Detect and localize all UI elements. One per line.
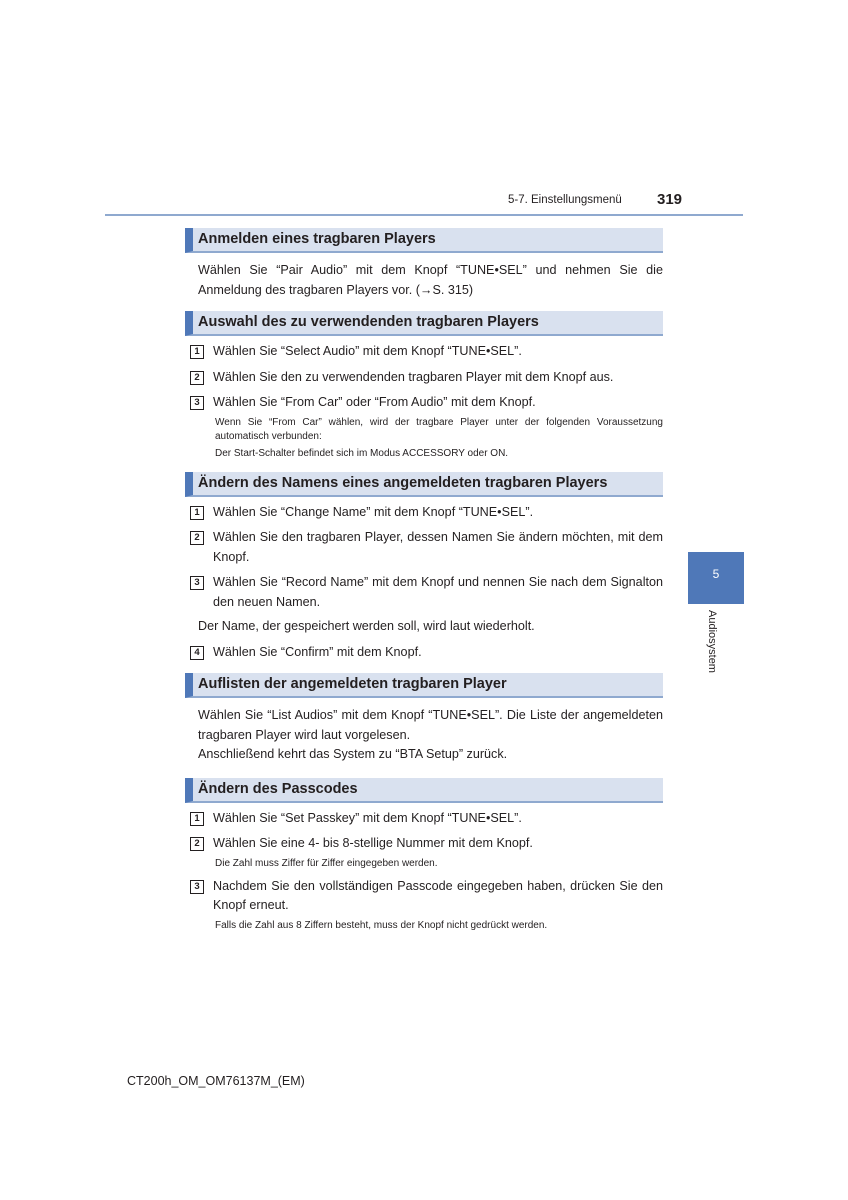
section-heading-register-player: Anmelden eines tragbaren Players [185, 228, 663, 253]
chapter-number: 5 [712, 567, 720, 581]
step-item [190, 877, 663, 916]
step-text: Wählen Sie “Record Name” mit dem Knopf und nennen Sie nach dem Signalton den neuen Namen. [213, 575, 663, 609]
step-item [190, 573, 663, 612]
step-number-badge: 2 [190, 837, 204, 851]
step-number-badge: 3 [190, 880, 204, 894]
step-text: Wählen Sie “From Car” oder “From Audio” mit dem Knopf. [213, 395, 536, 409]
step-item [190, 503, 663, 523]
step-item [190, 393, 663, 413]
step-item [190, 368, 663, 388]
chapter-tab [688, 552, 744, 604]
section-heading-change-passcode: Ändern des Passcodes [185, 778, 663, 803]
step-number-badge: 3 [190, 576, 204, 590]
step-note: Die Zahl muss Ziffer für Ziffer eingegeben werden. [215, 857, 438, 869]
step-item [190, 809, 663, 829]
section-heading-rename-player: Ändern des Namens eines angemeldeten tragbaren Players [185, 472, 663, 497]
step-note: Der Start-Schalter befindet sich im Modus ACCESSORY oder ON. [215, 447, 509, 459]
step-text: Wählen Sie “Confirm” mit dem Knopf. [213, 644, 422, 659]
step-number-badge: 1 [190, 345, 204, 359]
section-heading-select-player: Auswahl des zu verwendenden tragbaren Players [185, 311, 663, 336]
step-number-badge: 3 [190, 396, 204, 410]
step-number-badge: 4 [190, 646, 204, 660]
chapter-label: Audiosystem [706, 610, 718, 673]
step-note: Falls die Zahl aus 8 Ziffern besteht, muss der Knopf nicht gedrückt werden. [215, 919, 548, 931]
page-number: 319 [657, 191, 683, 208]
header-rule [105, 214, 743, 216]
step-number-badge: 1 [190, 812, 204, 826]
step-text: Nachdem Sie den vollständigen Passcode eingegeben haben, drücken Sie den Knopf erneut. [213, 878, 663, 912]
section-heading-list-players: Auflisten der angemeldeten tragbaren Player [185, 673, 663, 698]
section-text: Wählen Sie “Pair Audio” mit dem Knopf “TUNE•SEL” und nehmen Sie die Anmeldung des tragbaren Players vor. (→S. 315) [198, 263, 663, 297]
step-note: Wenn Sie “From Car” wählen, wird der tragbare Player unter der folgenden Voraussetzung automatisch verbunden: [215, 416, 663, 442]
step-text: Wählen Sie den zu verwendenden tragbaren Player mit dem Knopf aus. [213, 369, 614, 384]
step-text: Wählen Sie “Change Name” mit dem Knopf “TUNE•SEL”. [213, 504, 534, 519]
step-item [190, 342, 663, 362]
step-text: Wählen Sie “Select Audio” mit dem Knopf “TUNE•SEL”. [213, 344, 522, 358]
step-item [190, 528, 663, 567]
step-number-badge: 2 [190, 371, 204, 385]
header-section-title: 5-7. Einstellungsmenü [508, 194, 622, 206]
footer-doc-code: CT200h_OM_OM76137M_(EM) [127, 1074, 305, 1088]
step-number-badge: 1 [190, 506, 204, 520]
step-number-badge: 2 [190, 531, 204, 545]
step-text: Wählen Sie eine 4- bis 8-stellige Nummer mit dem Knopf. [213, 836, 533, 850]
step-item [190, 643, 663, 663]
step-item [190, 834, 663, 854]
section-text: Wählen Sie “List Audios” mit dem Knopf “TUNE•SEL”. Die Liste der angemeldeten tragbaren Player wird laut vorgelesen. [198, 708, 663, 742]
page-content [185, 228, 663, 933]
step-text: Wählen Sie den tragbaren Player, dessen Namen Sie ändern möchten, mit dem Knopf. [213, 530, 663, 564]
step-text: Wählen Sie “Set Passkey” mit dem Knopf “TUNE•SEL”. [213, 810, 522, 825]
section-text: Anschließend kehrt das System zu “BTA Setup” zurück. [198, 747, 508, 761]
section-text: Der Name, der gespeichert werden soll, wird laut wiederholt. [198, 619, 535, 633]
